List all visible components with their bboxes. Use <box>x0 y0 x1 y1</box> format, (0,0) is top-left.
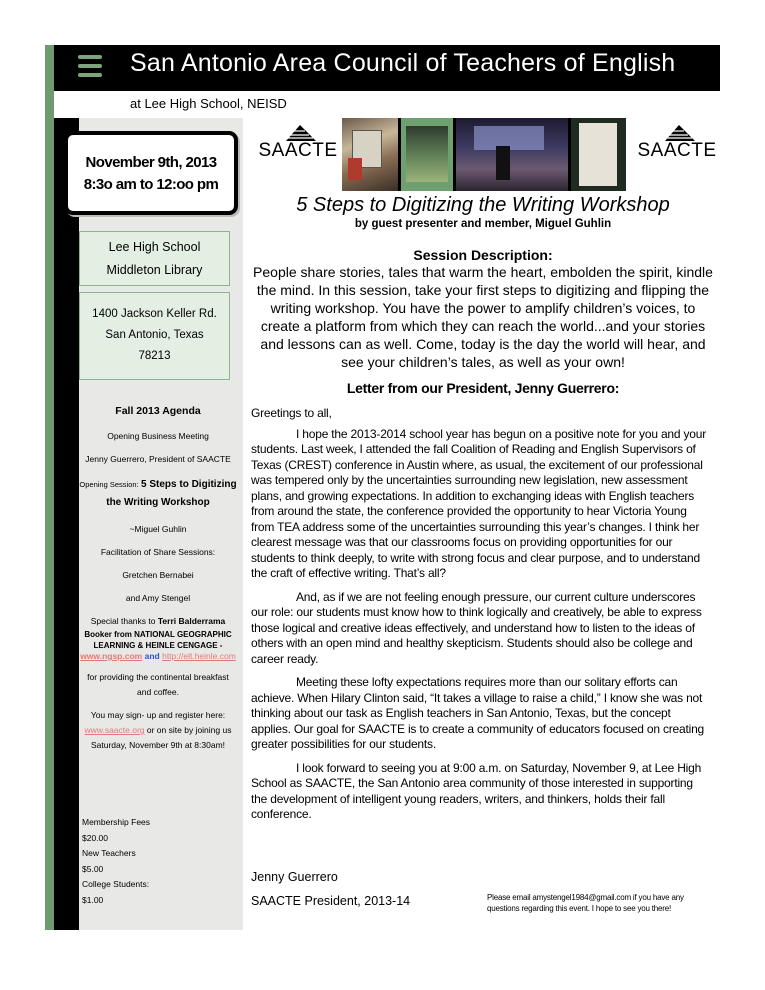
page-title: San Antonio Area Council of Teachers of English <box>130 49 676 77</box>
location-subtitle: at Lee High School, NEISD <box>130 96 287 111</box>
agenda-item <box>79 476 237 512</box>
agenda-item: for providing the continental breakfast and coffee. <box>87 672 229 697</box>
fee-label: New Teachers <box>82 848 136 858</box>
venue-line: Middleton Library <box>106 263 203 277</box>
register-link[interactable]: www.saacte.org <box>84 725 145 735</box>
agenda-heading: Fall 2013 Agenda <box>115 405 201 417</box>
signature-title: SAACTE President, 2013-14 <box>251 894 411 908</box>
classroom-photo <box>571 118 626 191</box>
fee-value: $5.00 <box>82 863 104 874</box>
letter-paragraph: Meeting these lofty expectations requires more than our solitary efforts can achieve. When Hilary Clinton said, “It takes a village to raise a child,” I know she was not thinking about our task as English teachers in San Antonio, Texas, but the concept applies. Our goal for SAACTE is to create a community of educators focused on creating greater possibilities for our students. <box>251 675 705 751</box>
classroom-photo <box>342 118 398 191</box>
photo-strip <box>342 118 626 191</box>
president-letter <box>251 406 711 831</box>
contact-footnote: Please email amystengel1984@gmail.com if you have any questions regarding this event. I hope to see you there! <box>487 893 684 913</box>
register-line: You may sign- up and register here: <box>90 710 226 720</box>
sponsor-link[interactable]: http://elt.heinle.com <box>162 651 236 661</box>
thanks-name: Terri Balderrama <box>157 616 226 626</box>
membership-fees <box>82 815 150 908</box>
agenda-item: and Amy Stengel <box>125 593 191 603</box>
sponsor-links <box>79 651 237 662</box>
classroom-photo <box>456 118 568 191</box>
thanks-org: Booker from NATIONAL GEOGRAPHIC LEARNING & HEINLE CENGAGE - <box>84 630 232 650</box>
session-title: 5 Steps to Digitizing the Writing Workshop <box>106 479 237 508</box>
hamburger-menu-icon <box>78 55 102 81</box>
left-accent-bar <box>45 45 54 930</box>
letter-greeting: Greetings to all, <box>251 406 332 420</box>
agenda-item: ~Miguel Guhlin <box>129 524 187 534</box>
date-box <box>64 131 238 215</box>
letter-paragraph: I look forward to seeing you at 9:00 a.m. on Saturday, November 9, at Lee High School as SAACTE, the San Antonio area community of those interested in supporting the development of intelligent young readers, writers, and thinkers, holds their fall conference. <box>251 760 702 821</box>
thanks-prefix: Special thanks to <box>90 616 156 626</box>
address-box <box>79 292 230 380</box>
register-line: or on site by joining us Saturday, November 9th at 8:30am! <box>90 725 232 750</box>
event-time: 8:3o am to 12:oo pm <box>83 176 219 193</box>
classroom-photo <box>401 118 453 191</box>
sponsor-link[interactable]: www.ngsp.com <box>80 651 143 661</box>
register-text <box>79 708 237 753</box>
session-description: People share stories, tales that warm the heart, embolden the spirit, kindle the mind. In this session, take your first steps to digitizing and flipping the writing workshop. You have the power to amplify children’s voices, to create a platform from which they can reach the world...and your stories and lessons can as well. Come, today is the day the world will hear, and see your children’s tales, as well as your own! <box>253 264 713 370</box>
address-line: 78213 <box>138 350 171 362</box>
agenda-item: Gretchen Bernabei <box>122 570 194 580</box>
address-line: 1400 Jackson Keller Rd. <box>92 308 217 320</box>
logo-text: SAACTE <box>637 140 717 161</box>
letter-paragraph: And, as if we are not feeling enough pressure, our current culture underscores our role: our students must know how to think logically and creatively, be able to express those logical and creative ideas effectively, and understand how to listen to the ideas of others with an open mind and healthy skepticism. Students should also be college and career ready. <box>251 589 702 666</box>
letter-heading: Letter from our President, Jenny Guerrero: <box>346 380 620 396</box>
signature-name: Jenny Guerrero <box>251 870 338 884</box>
saacte-logo <box>632 124 722 162</box>
agenda-item: Jenny Guerrero, President of SAACTE <box>85 454 231 464</box>
left-black-bar <box>54 118 79 930</box>
logo-text: SAACTE <box>258 140 338 161</box>
agenda <box>79 405 237 753</box>
fee-value: $1.00 <box>82 894 104 905</box>
session-description-heading: Session Description: <box>413 247 553 263</box>
letter-paragraph: I hope the 2013-2014 school year has begun on a positive note for you and your students. Last week, I attended the fall Coalition of Reading and English Supervisors of Texas (CREST) conference in Austin where, as usual, the excitement of our professional was tempered only by the uncertainties surrounding new legislation, new assessment plans, and growing expectations. In addition to exchanging ideas with English teachers from around the state, the conference provided the opportunity to hear Victoria Young from TEA address some of the uncertainties surrounding this year’s changes. I think her clearest message was that our classrooms focus on providing opportunities for our students to think deeply, to write with strong focus and clear purpose, and to understand the craft of effective writing. That’s all? <box>251 426 707 580</box>
address-line: San Antonio, Texas <box>105 329 204 341</box>
fees-heading: Membership Fees <box>82 817 151 827</box>
session-title-heading: 5 Steps to Digitizing the Writing Workshop <box>296 194 670 216</box>
venue-line: Lee High School <box>108 240 201 254</box>
agenda-item <box>79 615 237 627</box>
fee-label: College Students: <box>82 879 150 889</box>
and-text: and <box>144 651 160 661</box>
event-date: November 9th, 2013 <box>85 154 217 171</box>
agenda-item: Facilitation of Share Sessions: <box>100 547 216 557</box>
fee-value: $20.00 <box>82 832 108 843</box>
session-prefix: Opening Session: <box>79 480 139 489</box>
agenda-item: Opening Business Meeting <box>107 431 209 441</box>
saacte-logo <box>253 124 343 162</box>
session-subtitle: by guest presenter and member, Miguel Guhlin <box>354 218 612 230</box>
venue-box <box>79 231 230 286</box>
